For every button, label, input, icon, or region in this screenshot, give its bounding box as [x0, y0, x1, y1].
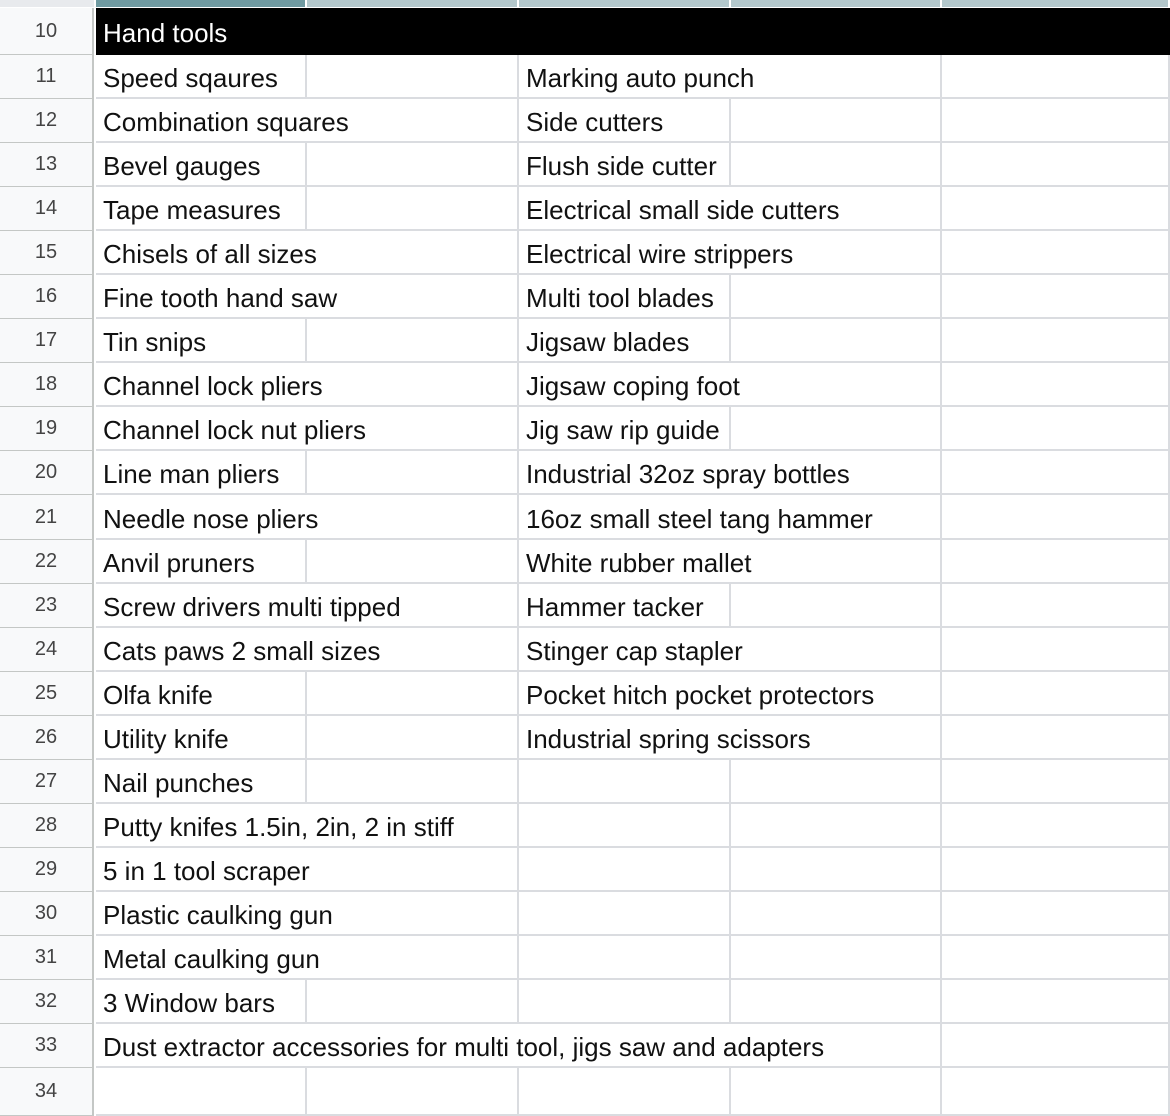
cell[interactable]: [731, 1068, 942, 1116]
cell[interactable]: [307, 451, 519, 495]
cell[interactable]: [942, 980, 1170, 1024]
cell-text-col-a[interactable]: Hand tools: [103, 17, 228, 48]
cell-text-col-a[interactable]: Combination squares: [103, 107, 349, 137]
gridline-mask: [729, 8, 731, 55]
cell-text-col-a[interactable]: 3 Window bars: [103, 988, 275, 1018]
row-number[interactable]: 32: [0, 980, 94, 1024]
cell[interactable]: [519, 848, 731, 892]
cell[interactable]: [307, 540, 519, 584]
column-header-strip[interactable]: [307, 0, 517, 7]
cell[interactable]: [942, 716, 1170, 760]
row-number[interactable]: 26: [0, 716, 94, 760]
cell-text-col-a[interactable]: Fine tooth hand saw: [103, 283, 338, 313]
cell-text-col-a[interactable]: Nail punches: [103, 768, 254, 798]
cell[interactable]: [942, 804, 1170, 848]
cell[interactable]: [307, 760, 519, 804]
cell-text-col-c[interactable]: Flush side cutter: [526, 151, 717, 181]
cell[interactable]: [942, 187, 1170, 231]
cell-text-col-c[interactable]: Electrical wire strippers: [526, 239, 794, 269]
cell[interactable]: [942, 8, 1170, 55]
row-number[interactable]: 34: [0, 1068, 94, 1116]
cell[interactable]: [731, 275, 942, 319]
row-number[interactable]: 28: [0, 804, 94, 848]
cell[interactable]: [942, 231, 1170, 275]
cell[interactable]: [942, 892, 1170, 936]
cell-text-col-a[interactable]: 5 in 1 tool scraper: [103, 856, 310, 886]
cell[interactable]: [731, 540, 942, 584]
cell[interactable]: [731, 407, 942, 451]
cell[interactable]: [519, 892, 731, 936]
row-number[interactable]: 31: [0, 936, 94, 980]
cell[interactable]: [731, 760, 942, 804]
cell[interactable]: [307, 231, 519, 275]
cell[interactable]: [307, 187, 519, 231]
cell-text-col-a[interactable]: Line man pliers: [103, 459, 280, 489]
cell[interactable]: [307, 672, 519, 716]
cell[interactable]: [519, 936, 731, 980]
cell-text-col-c[interactable]: Jigsaw coping foot: [526, 371, 740, 401]
cell-text-col-c[interactable]: Hammer tacker: [526, 592, 704, 622]
cell[interactable]: [942, 275, 1170, 319]
cell[interactable]: [307, 319, 519, 363]
cell[interactable]: [519, 980, 731, 1024]
cell[interactable]: [307, 55, 519, 99]
cell[interactable]: [731, 143, 942, 187]
cell-text-col-c[interactable]: Industrial 32oz spray bottles: [526, 459, 850, 489]
cell-text-col-a[interactable]: Cats paws 2 small sizes: [103, 636, 381, 666]
cell[interactable]: [942, 99, 1170, 143]
cell[interactable]: [307, 143, 519, 187]
cell[interactable]: [942, 319, 1170, 363]
cell-text-col-a[interactable]: Putty knifes 1.5in, 2in, 2 in stiff: [103, 812, 454, 842]
gridline-mask: [940, 8, 942, 55]
row-number[interactable]: 11: [0, 55, 94, 99]
cell-text-col-a[interactable]: Olfa knife: [103, 680, 213, 710]
cell[interactable]: [519, 804, 731, 848]
cell[interactable]: [731, 319, 942, 363]
cell[interactable]: [519, 760, 731, 804]
cell[interactable]: [731, 8, 942, 55]
cell[interactable]: [307, 980, 519, 1024]
cell[interactable]: [519, 1068, 731, 1116]
gridline-mask: [305, 8, 307, 55]
row-number[interactable]: 25: [0, 672, 94, 716]
cell[interactable]: [942, 760, 1170, 804]
cell-text-col-a[interactable]: Needle nose pliers: [103, 503, 319, 534]
cell-text-col-c[interactable]: Side cutters: [526, 107, 664, 137]
cell[interactable]: [307, 936, 519, 980]
row-number[interactable]: 18: [0, 363, 94, 407]
cell-text-col-c[interactable]: White rubber mallet: [526, 548, 752, 578]
cell[interactable]: [731, 99, 942, 143]
cell-text-col-a[interactable]: Channel lock pliers: [103, 371, 323, 401]
cell-text-col-a[interactable]: Speed sqaures: [103, 63, 278, 93]
gridline-mask: [517, 8, 519, 55]
row-number[interactable]: 13: [0, 143, 94, 187]
cell[interactable]: [307, 716, 519, 760]
row-number[interactable]: 12: [0, 99, 94, 143]
cell[interactable]: [942, 363, 1170, 407]
cell-text-col-c[interactable]: Jigsaw blades: [526, 327, 690, 357]
column-header-strip[interactable]: [731, 0, 940, 7]
cell[interactable]: [307, 495, 519, 540]
cell-text-col-a[interactable]: Channel lock nut pliers: [103, 415, 367, 445]
row-number[interactable]: 17: [0, 319, 94, 363]
row-number[interactable]: 27: [0, 760, 94, 804]
row-number[interactable]: 33: [0, 1024, 94, 1068]
cell[interactable]: [942, 1024, 1170, 1068]
cell-text-col-a[interactable]: Utility knife: [103, 724, 229, 754]
cell-text-col-c[interactable]: Electrical small side cutters: [526, 195, 840, 225]
cell[interactable]: [519, 8, 731, 55]
row-number[interactable]: 15: [0, 231, 94, 275]
row-number[interactable]: 29: [0, 848, 94, 892]
cell[interactable]: [942, 143, 1170, 187]
column-header-strip[interactable]: [96, 0, 305, 7]
cell-text-col-c[interactable]: Industrial spring scissors: [526, 724, 811, 754]
cell-text-col-c[interactable]: Multi tool blades: [526, 283, 714, 313]
cell-text-col-c[interactable]: Jig saw rip guide: [526, 415, 720, 445]
cell[interactable]: [942, 848, 1170, 892]
row-number[interactable]: 19: [0, 407, 94, 451]
column-header-strip[interactable]: [942, 0, 1168, 7]
cell[interactable]: [942, 407, 1170, 451]
cell[interactable]: [731, 936, 942, 980]
cell[interactable]: [307, 848, 519, 892]
row-number[interactable]: 23: [0, 584, 94, 628]
row-number[interactable]: 30: [0, 892, 94, 936]
row-number[interactable]: 24: [0, 628, 94, 672]
cell[interactable]: [307, 275, 519, 319]
row-number[interactable]: 14: [0, 187, 94, 231]
cell[interactable]: [942, 584, 1170, 628]
cell[interactable]: [942, 672, 1170, 716]
cell[interactable]: [731, 363, 942, 407]
cell[interactable]: [307, 363, 519, 407]
cell[interactable]: [731, 55, 942, 99]
cell[interactable]: [942, 540, 1170, 584]
cell[interactable]: [942, 55, 1170, 99]
cell-text-col-a[interactable]: Dust extractor accessories for multi tool, jigs saw and adapters: [103, 1032, 825, 1062]
row-number[interactable]: 16: [0, 275, 94, 319]
cell-text-col-a[interactable]: Metal caulking gun: [103, 944, 320, 974]
row-number[interactable]: 10: [0, 8, 94, 55]
cell-text-col-a[interactable]: Plastic caulking gun: [103, 900, 333, 930]
cell[interactable]: [307, 8, 519, 55]
column-header-strip[interactable]: [519, 0, 729, 7]
cell[interactable]: [307, 892, 519, 936]
cell[interactable]: [731, 848, 942, 892]
cell[interactable]: [731, 804, 942, 848]
select-all-corner[interactable]: [0, 0, 94, 7]
cell-text-col-a[interactable]: Anvil pruners: [103, 548, 255, 578]
cell-text-col-a[interactable]: Tape measures: [103, 195, 281, 225]
cell-text-col-c[interactable]: Pocket hitch pocket protectors: [526, 680, 875, 710]
cell[interactable]: [731, 980, 942, 1024]
cell[interactable]: [731, 584, 942, 628]
cell[interactable]: [96, 1068, 307, 1116]
cell-text-col-a[interactable]: Chisels of all sizes: [103, 239, 317, 269]
cell[interactable]: [942, 495, 1170, 540]
cell[interactable]: [942, 628, 1170, 672]
row-number[interactable]: 20: [0, 451, 94, 495]
cell[interactable]: [731, 892, 942, 936]
cell[interactable]: [942, 1068, 1170, 1116]
cell[interactable]: [942, 936, 1170, 980]
cell[interactable]: [942, 451, 1170, 495]
cell-text-col-c[interactable]: Stinger cap stapler: [526, 636, 743, 666]
cell-text-col-a[interactable]: Bevel gauges: [103, 151, 261, 181]
row-number[interactable]: 21: [0, 495, 94, 540]
cell-text-col-a[interactable]: Tin snips: [103, 327, 207, 357]
cell[interactable]: [731, 628, 942, 672]
cell[interactable]: [307, 1068, 519, 1116]
cell-text-col-c[interactable]: Marking auto punch: [526, 63, 755, 93]
cell-text-col-a[interactable]: Screw drivers multi tipped: [103, 592, 401, 622]
cell-text-col-c[interactable]: 16oz small steel tang hammer: [526, 503, 873, 534]
row-number[interactable]: 22: [0, 540, 94, 584]
